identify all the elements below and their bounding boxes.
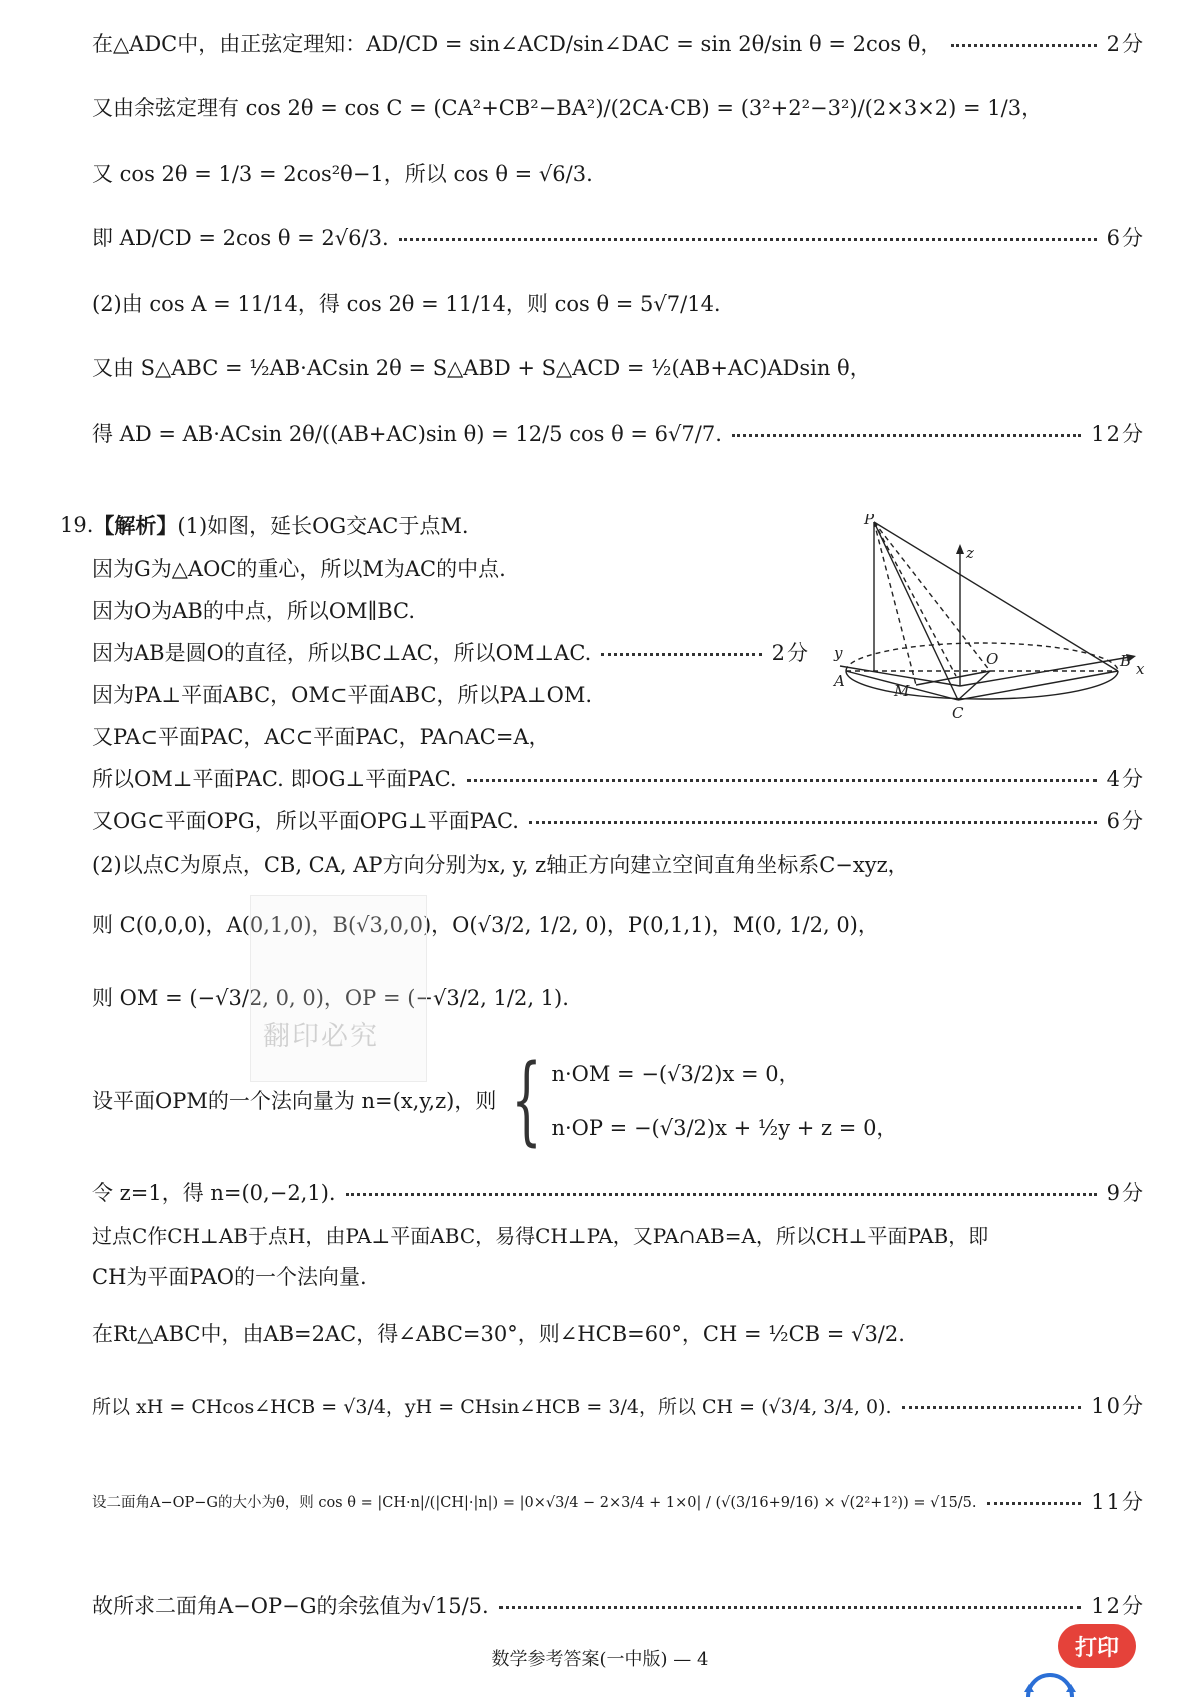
score-mark: 6分 bbox=[1106, 226, 1145, 250]
label-y: y bbox=[834, 644, 843, 662]
line-text: CH为平面PAO的一个法向量. bbox=[92, 1265, 367, 1289]
label-M: M bbox=[894, 682, 910, 700]
label-A: A bbox=[834, 672, 845, 690]
label-C: C bbox=[952, 704, 964, 722]
line-text: (2)由 cos A = 11/14，得 cos 2θ = 11/14，则 cos θ = 5√7/14. bbox=[92, 292, 721, 316]
print-button[interactable]: 打印 bbox=[1058, 1624, 1136, 1668]
refresh-icon[interactable] bbox=[1020, 1672, 1080, 1697]
solution-line-14 bbox=[92, 760, 1145, 796]
equation-2: n·OP = −(√3/2)x + ½y + z = 0， bbox=[551, 1116, 898, 1140]
z-arrowhead bbox=[956, 544, 964, 554]
label-z: z bbox=[966, 544, 974, 562]
equation-system bbox=[496, 1044, 898, 1156]
solution-line-12 bbox=[92, 676, 820, 712]
score-mark: 2分 bbox=[1106, 32, 1145, 56]
leader-dots bbox=[467, 779, 1097, 782]
line-text: 令 z=1，得 n=(0,−2,1). bbox=[92, 1181, 336, 1205]
line-text: (2)以点C为原点，CB, CA, AP方向分别为x, y, z轴正方向建立空间直角坐标系C−xyz， bbox=[92, 853, 909, 877]
solution-line-22 bbox=[92, 1258, 1145, 1294]
score-mark: 9分 bbox=[1106, 1181, 1145, 1205]
line-text: 又OG⊂平面OPG，所以平面OPG⊥平面PAC. bbox=[92, 809, 519, 833]
solution-line-6 bbox=[92, 346, 1145, 388]
solution-line-23 bbox=[92, 1312, 1145, 1354]
ellipse-front-arc bbox=[846, 671, 1118, 699]
analysis-tag: 【解析】 bbox=[93, 513, 178, 538]
edge-PB bbox=[874, 522, 1118, 671]
label-O: O bbox=[986, 650, 999, 668]
line-text: 在△ADC中，由正弦定理知：AD/CD = sin∠ACD/sin∠DAC = sin 2θ/sin θ = 2cos θ， bbox=[92, 32, 942, 56]
line-text: 所以 xH = CHcos∠HCB = √3/4，yH = CHsin∠HCB = 3/4，所以 CH = (√3/4, 3/4, 0). bbox=[92, 1395, 892, 1418]
solution-line-25 bbox=[92, 1480, 1145, 1522]
brace: { bbox=[511, 1044, 543, 1156]
line-text: 所以OM⊥平面PAC. 即OG⊥平面PAC. bbox=[92, 767, 457, 791]
solution-line-26 bbox=[92, 1584, 1145, 1626]
line-text: 过点C作CH⊥AB于点H，由PA⊥平面ABC，易得CH⊥PA，又PA∩AB=A，所以CH⊥平面PAB，即 bbox=[92, 1223, 989, 1248]
score-mark: 12分 bbox=[1091, 1594, 1145, 1618]
line-text: 则 C(0,0,0)，A(0,1,0)，B(√3,0,0)，O(√3/2, 1/2, 0)，P(0,1,1)，M(0, 1/2, 0)， bbox=[92, 913, 879, 937]
solution-line-9 bbox=[92, 550, 820, 586]
solution-line-1 bbox=[92, 22, 1145, 64]
label-P: P bbox=[864, 514, 875, 528]
line-text: 又PA⊂平面PAC，AC⊂平面PAC，PA∩AC=A， bbox=[92, 725, 550, 749]
solution-line-15 bbox=[92, 802, 1145, 838]
score-mark: 2分 bbox=[771, 641, 810, 665]
score-mark: 11分 bbox=[1091, 1490, 1145, 1514]
q19-header bbox=[60, 507, 820, 543]
line-text: (1)如图，延长OG交AC于点M. bbox=[177, 514, 469, 538]
question-number: 19. bbox=[60, 513, 94, 537]
watermark-text: 翻印必究 bbox=[263, 1021, 379, 1052]
geometry-figure bbox=[830, 514, 1150, 744]
line-text: 又由 S△ABC = ½AB·ACsin 2θ = S△ABD + S△ACD = ½(AB+AC)ADsin θ， bbox=[92, 356, 871, 380]
solution-line-3 bbox=[92, 152, 1145, 194]
solution-line-13 bbox=[92, 718, 820, 754]
solution-line-16 bbox=[92, 846, 1145, 882]
equation-1: n·OM = −(√3/2)x = 0， bbox=[551, 1062, 800, 1086]
solution-line-11 bbox=[92, 634, 810, 670]
line-text: 又 cos 2θ = 1/3 = 2cos²θ−1，所以 cos θ = √6/3. bbox=[92, 162, 593, 186]
solution-line-7 bbox=[92, 412, 1145, 454]
leader-dots bbox=[987, 1502, 1082, 1505]
edge-PM bbox=[874, 522, 916, 685]
line-text: 设二面角A−OP−G的大小为θ，则 cos θ = |CH·n|/(|CH|·|n|) = |0×√3/4 − 2×3/4 + 1×0| / (√(3/16+9/16) × √(2²+1²)) = √15/5. bbox=[92, 1494, 977, 1511]
solution-line-2 bbox=[92, 86, 1145, 128]
solution-line-5 bbox=[92, 282, 1145, 324]
solution-line-10 bbox=[92, 592, 820, 628]
edge-PG bbox=[874, 522, 956, 676]
solution-line-24 bbox=[92, 1384, 1145, 1426]
line-text: 设平面OPM的一个法向量为 n=(x,y,z)，则 bbox=[92, 1089, 497, 1113]
line-text: 故所求二面角A−OP−G的余弦值为√15/5. bbox=[92, 1594, 489, 1618]
solution-line-19 bbox=[92, 1040, 1145, 1160]
leader-dots bbox=[346, 1193, 1097, 1196]
leader-dots bbox=[902, 1406, 1082, 1409]
score-mark: 6分 bbox=[1106, 809, 1145, 833]
solution-line-4 bbox=[92, 216, 1145, 258]
ellipse-back-arc bbox=[846, 643, 1118, 671]
line-text: 则 OM = (−√3/2, 0, 0)，OP = (−√3/2, 1/2, 1). bbox=[92, 986, 569, 1010]
solution-line-21 bbox=[92, 1216, 1145, 1252]
line-text: 即 AD/CD = 2cos θ = 2√6/3. bbox=[92, 226, 389, 250]
line-text: 因为G为△AOC的重心，所以M为AC的中点. bbox=[92, 557, 506, 581]
label-x: x bbox=[1136, 660, 1145, 678]
leader-dots bbox=[601, 653, 761, 656]
leader-dots bbox=[499, 1606, 1082, 1609]
score-mark: 10分 bbox=[1091, 1394, 1145, 1418]
leader-dots bbox=[529, 821, 1097, 824]
line-text: 在Rt△ABC中，由AB=2AC，得∠ABC=30°，则∠HCB=60°，CH = ½CB = √3/2. bbox=[92, 1322, 905, 1346]
score-mark: 4分 bbox=[1106, 767, 1145, 791]
leader-dots bbox=[399, 238, 1097, 241]
label-B: B bbox=[1120, 652, 1132, 670]
line-text: 得 AD = AB·ACsin 2θ/((AB+AC)sin θ) = 12/5 cos θ = 6√7/7. bbox=[92, 422, 722, 446]
line-text: 又由余弦定理有 cos 2θ = cos C = (CA²+CB²−BA²)/(2CA·CB) = (3²+2²−3²)/(2×3×2) = 1/3， bbox=[92, 96, 1043, 120]
leader-dots bbox=[951, 44, 1096, 47]
line-text: 因为PA⊥平面ABC，OM⊂平面ABC，所以PA⊥OM. bbox=[92, 683, 593, 707]
line-text: 因为AB是圆O的直径，所以BC⊥AC，所以OM⊥AC. bbox=[92, 641, 592, 665]
leader-dots bbox=[732, 434, 1081, 437]
score-mark: 12分 bbox=[1091, 422, 1145, 446]
solution-line-20 bbox=[92, 1174, 1145, 1210]
line-text: 因为O为AB的中点，所以OM∥BC. bbox=[92, 599, 416, 623]
edge-CB bbox=[958, 671, 1118, 700]
page-footer: 数学参考答案(一中版) — 4 bbox=[491, 1649, 709, 1670]
